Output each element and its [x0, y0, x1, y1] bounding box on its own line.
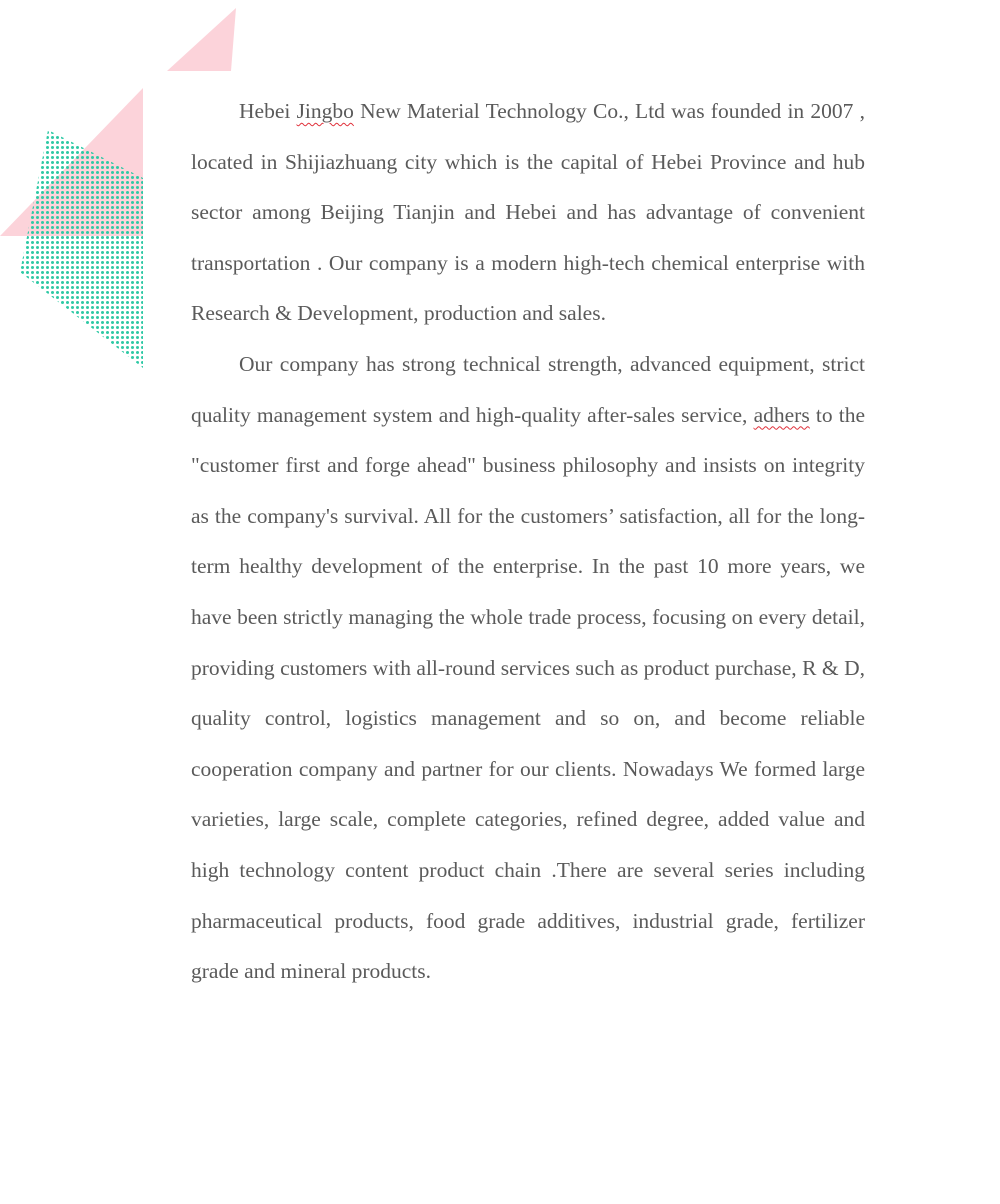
- text-run: Our company has strong technical strength, advanced equipment, strict quality management system and high-quality after-sales service,: [191, 351, 865, 427]
- spellcheck-flagged-word: Jingbo: [296, 99, 354, 123]
- paragraph-company-intro: [191, 86, 865, 339]
- text-run: to the "customer first and forge ahead" business philosophy and insists on integrity as the company's survival. All for the customers’ satisfaction, all for the long-term healthy development of the enterprise. In the past 10 more years, we have been strictly managing the whole trade process, focusing on every detail, providing customers with all-round services such as product purchase, R & D, quality control, logistics management and so on, and become reliable cooperation company and partner for our clients. Nowadays We formed large varieties, large scale, complete categories, refined degree, added value and high technology content product chain .There are several series including pharmaceutical products, food grade additives, industrial grade, fertilizer grade and mineral products.: [191, 402, 865, 984]
- text-run: New Material Technology Co., Ltd was founded in 2007 , located in Shijiazhuang city which is the capital of Hebei Province and hub sector among Beijing Tianjin and Hebei and has advantage of convenient transportation . Our company is a modern high-tech chemical enterprise with Research & Development, production and sales.: [191, 99, 865, 326]
- pink-triangle-top: [167, 8, 236, 71]
- text-run: Hebei: [239, 99, 297, 123]
- document-body: [191, 86, 865, 997]
- spellcheck-flagged-word: adhers: [753, 402, 810, 427]
- paragraph-company-strength: [191, 339, 865, 997]
